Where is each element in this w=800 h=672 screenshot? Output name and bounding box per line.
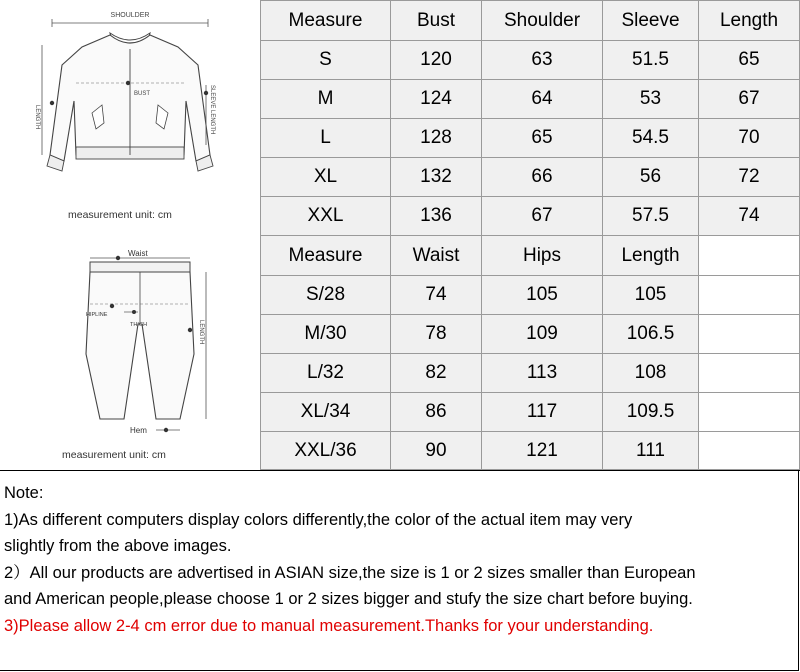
top-row-shoulder: 64 (481, 79, 603, 119)
top-row-bust: 124 (390, 79, 482, 119)
bottom-header-hips: Hips (481, 235, 603, 276)
pants-unit-note: measurement unit: cm (62, 449, 166, 461)
top-row-length: 74 (698, 196, 800, 236)
shoulder-label: SHOULDER (110, 12, 150, 19)
notes-title: Note: (4, 484, 44, 502)
jacket-unit-note: measurement unit: cm (68, 209, 172, 221)
bottom-row-hips: 105 (481, 275, 603, 315)
bottom-row-size: XXL/36 (260, 431, 391, 470)
bottom-row-hips: 121 (481, 431, 603, 470)
top-row-bust: 132 (390, 157, 482, 197)
bottom-row-hips: 113 (481, 353, 603, 393)
illustration-panel (0, 0, 260, 470)
top-row-size: XXL (260, 196, 391, 236)
top-row-length: 72 (698, 157, 800, 197)
size-table-grid (260, 0, 800, 470)
top-row-sleeve: 56 (602, 157, 699, 197)
pants-length-label: LENGTH (198, 320, 204, 345)
length-label: LENGTH (34, 105, 40, 130)
waist-label: Waist (128, 249, 148, 258)
bottom-row-waist: 78 (390, 314, 482, 354)
bottom-row-hips: 109 (481, 314, 603, 354)
bottom-row-empty (698, 353, 800, 393)
note-1-line-2: slightly from the above images. (4, 537, 232, 555)
top-header-sleeve: Sleeve (602, 0, 699, 41)
bottom-row-size: S/28 (260, 275, 391, 315)
top-row-sleeve: 54.5 (602, 118, 699, 158)
top-row-sleeve: 57.5 (602, 196, 699, 236)
bottom-row-size: XL/34 (260, 392, 391, 432)
section-divider (0, 470, 800, 471)
bottom-row-length: 106.5 (602, 314, 699, 354)
top-row-sleeve: 53 (602, 79, 699, 119)
top-header-measure: Measure (260, 0, 391, 41)
bottom-row-length: 105 (602, 275, 699, 315)
bottom-row-waist: 82 (390, 353, 482, 393)
hem-label: Hem (130, 426, 147, 435)
top-row-length: 67 (698, 79, 800, 119)
top-row-shoulder: 67 (481, 196, 603, 236)
thigh-label: THIGH (130, 322, 148, 328)
jacket-diagram (30, 5, 230, 200)
bottom-row-length: 109.5 (602, 392, 699, 432)
bottom-header-waist: Waist (390, 235, 482, 276)
note-2-line-2: and American people,please choose 1 or 2 sizes bigger and stufy the size chart before buying. (4, 590, 693, 608)
bottom-row-length: 108 (602, 353, 699, 393)
notes-section (4, 480, 796, 639)
bottom-header-empty (698, 235, 800, 276)
top-row-shoulder: 65 (481, 118, 603, 158)
bottom-row-waist: 86 (390, 392, 482, 432)
bottom-row-empty (698, 275, 800, 315)
top-row-length: 70 (698, 118, 800, 158)
top-header-bust: Bust (390, 0, 482, 41)
top-row-length: 65 (698, 40, 800, 80)
bottom-row-waist: 90 (390, 431, 482, 470)
pants-diagram (60, 244, 230, 444)
hipline-label: HIPLINE (86, 312, 108, 318)
bottom-row-empty (698, 392, 800, 432)
bottom-row-waist: 74 (390, 275, 482, 315)
bottom-row-empty (698, 431, 800, 470)
note-1-line-1: 1)As different computers display colors differently,the color of the actual item may very (4, 510, 633, 529)
sleeve-length-label: SLEEVE LENGTH (209, 85, 215, 135)
top-header-length: Length (698, 0, 800, 41)
bust-label: BUST (134, 91, 151, 97)
note-3-warning: 3)Please allow 2-4 cm error due to manual measurement.Thanks for your understanding. (4, 616, 654, 635)
top-row-bust: 120 (390, 40, 482, 80)
top-row-sleeve: 51.5 (602, 40, 699, 80)
top-row-shoulder: 66 (481, 157, 603, 197)
top-row-shoulder: 63 (481, 40, 603, 80)
top-row-bust: 136 (390, 196, 482, 236)
bottom-header-length: Length (602, 235, 699, 276)
top-header-shoulder: Shoulder (481, 0, 603, 41)
bottom-row-length: 111 (602, 431, 699, 470)
bottom-row-size: L/32 (260, 353, 391, 393)
top-row-size: XL (260, 157, 391, 197)
note-2-line-1: 2）All our products are advertised in ASIAN size,the size is 1 or 2 sizes smaller than European (4, 563, 696, 582)
top-row-bust: 128 (390, 118, 482, 158)
bottom-header-measure: Measure (260, 235, 391, 276)
bottom-row-hips: 117 (481, 392, 603, 432)
bottom-row-size: M/30 (260, 314, 391, 354)
top-row-size: S (260, 40, 391, 80)
top-row-size: M (260, 79, 391, 119)
top-row-size: L (260, 118, 391, 158)
bottom-row-empty (698, 314, 800, 354)
